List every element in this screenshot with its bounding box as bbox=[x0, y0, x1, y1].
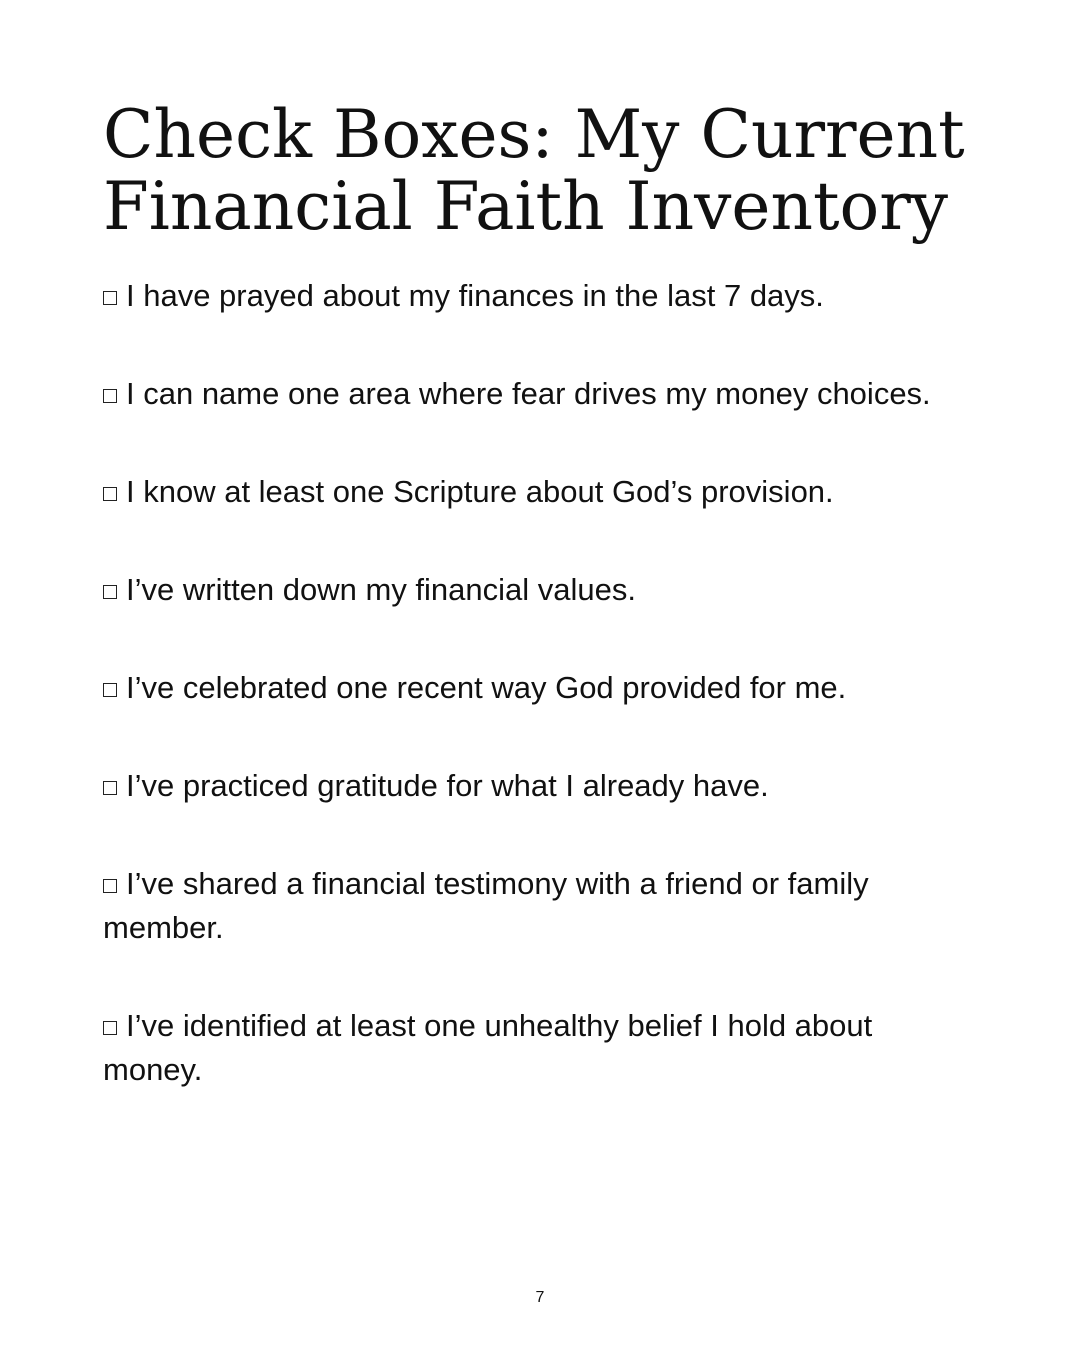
checklist-item-label: I’ve celebrated one recent way God provided for me. bbox=[126, 670, 847, 705]
page-title: Check Boxes: My Current Financial Faith Inventory bbox=[103, 96, 965, 245]
checklist-item bbox=[103, 372, 943, 416]
checklist-item bbox=[103, 764, 943, 808]
checklist-item-label: I have prayed about my finances in the last 7 days. bbox=[126, 278, 824, 313]
checkbox[interactable] bbox=[103, 487, 117, 501]
checklist-item-label: I know at least one Scripture about God’s provision. bbox=[126, 474, 834, 509]
checkbox[interactable] bbox=[103, 879, 117, 893]
checkbox[interactable] bbox=[103, 585, 117, 599]
checklist-item bbox=[103, 568, 943, 612]
page-number: 7 bbox=[535, 1289, 545, 1306]
checklist-item bbox=[103, 862, 943, 950]
checklist-item bbox=[103, 1004, 943, 1092]
checkbox[interactable] bbox=[103, 291, 117, 305]
checklist-item-label: I’ve written down my financial values. bbox=[126, 572, 637, 607]
checklist-item-label: I can name one area where fear drives my money choices. bbox=[126, 376, 931, 411]
checkbox[interactable] bbox=[103, 781, 117, 795]
checklist-item bbox=[103, 470, 943, 514]
checkbox[interactable] bbox=[103, 683, 117, 697]
checklist bbox=[103, 274, 943, 1146]
checklist-item bbox=[103, 666, 943, 710]
checkbox[interactable] bbox=[103, 389, 117, 403]
checklist-item-label: I’ve practiced gratitude for what I already have. bbox=[126, 768, 769, 803]
checklist-item-label: I’ve identified at least one unhealthy belief I hold about money. bbox=[103, 1008, 873, 1087]
checklist-item-label: I’ve shared a financial testimony with a friend or family member. bbox=[103, 866, 869, 945]
checklist-item bbox=[103, 274, 943, 318]
checkbox[interactable] bbox=[103, 1021, 117, 1035]
